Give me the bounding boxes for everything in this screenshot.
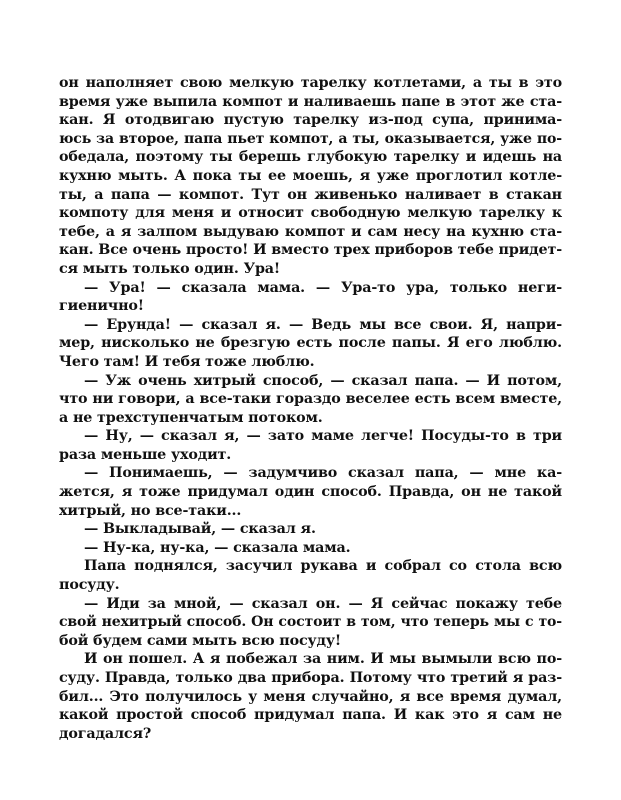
text-line: — Понимаешь, — задумчиво сказал папа, — мне ка- [84,465,562,482]
text-line: ся мыть только один. Ура! [59,260,281,277]
text-line: посуду. [59,577,120,594]
text-line: жется, я тоже придумал один способ. Правда, он не такой [59,484,562,501]
text-line: а не трехступенчатым потоком. [59,409,323,426]
text-line: юсь за второе, папа пьет компот, а ты, оказывается, уже по- [59,130,562,147]
text-line: он наполняет свою мелкую тарелку котлетами, а ты в это [59,75,562,91]
text-line: что ни говори, а все-таки гораздо веселее есть всем вместе, [59,391,562,408]
book-page [59,74,562,743]
text-line: бой будем сами мыть всю посуду! [59,632,342,649]
text-line: гиенично! [59,298,144,315]
text-line: какой простой способ придумал папа. И как это я сам не [59,707,562,724]
text-line: тебе, а я залпом выдуваю компот и сам несу на кухню ста- [59,223,562,240]
text-line: кан. Все очень просто! И вместо трех приборов тебе придет- [59,242,562,259]
text-line: компоту для меня и относит свободную мелкую тарелку к [59,205,562,222]
text-line: суду. Правда, только два прибора. Потому что третий я раз- [59,670,562,686]
text-line: раза меньше уходит. [59,446,232,463]
text-line: — Ну, — сказал я, — зато маме легче! Посуды-то в три [84,428,562,445]
text-line: мер, нисколько не брезгую есть после папы. Я его люблю. [59,335,562,352]
text-line: — Ура! — сказала мама. — Ура-то ура, только неги- [84,279,562,296]
text-line: догадался? [59,725,152,742]
text-line: кан. Я отодвигаю пустую тарелку из-под супа, принима- [59,112,562,129]
text-line: хитрый, но все-таки... [59,502,242,519]
text-line: — Выкладывай, — сказал я. [84,521,316,538]
text-line: бил... Это получилось у меня случайно, я все время думал, [59,688,562,705]
text-line: свой нехитрый способ. Он состоит в том, что теперь мы с то- [59,614,562,631]
text-line: — Иди за мной, — сказал он. — Я сейчас покажу тебе [84,595,562,612]
text-line: Чего там! И тебя тоже люблю. [59,353,315,370]
text-line: обедала, поэтому ты берешь глубокую тарелку и идешь на [59,149,562,166]
text-line: — Уж очень хитрый способ, — сказал папа. — И потом, [84,372,562,389]
text-line: Папа поднялся, засучил рукава и собрал со стола всю [84,558,562,575]
text-line: — Ерунда! — сказал я. — Ведь мы все свои. Я, напри- [84,316,562,333]
text-line: кухню мыть. А пока ты ее моешь, я уже проглотил котле- [59,167,562,184]
text-line: время уже выпила компот и наливаешь папе в этот же ста- [59,93,562,110]
text-line: И он пошел. А я побежал за ним. И мы вымыли всю по- [84,651,562,668]
text-line: — Ну-ка, ну-ка, — сказала мама. [84,539,351,556]
text-line: ты, а папа — компот. Тут он живенько наливает в стакан [59,186,562,203]
